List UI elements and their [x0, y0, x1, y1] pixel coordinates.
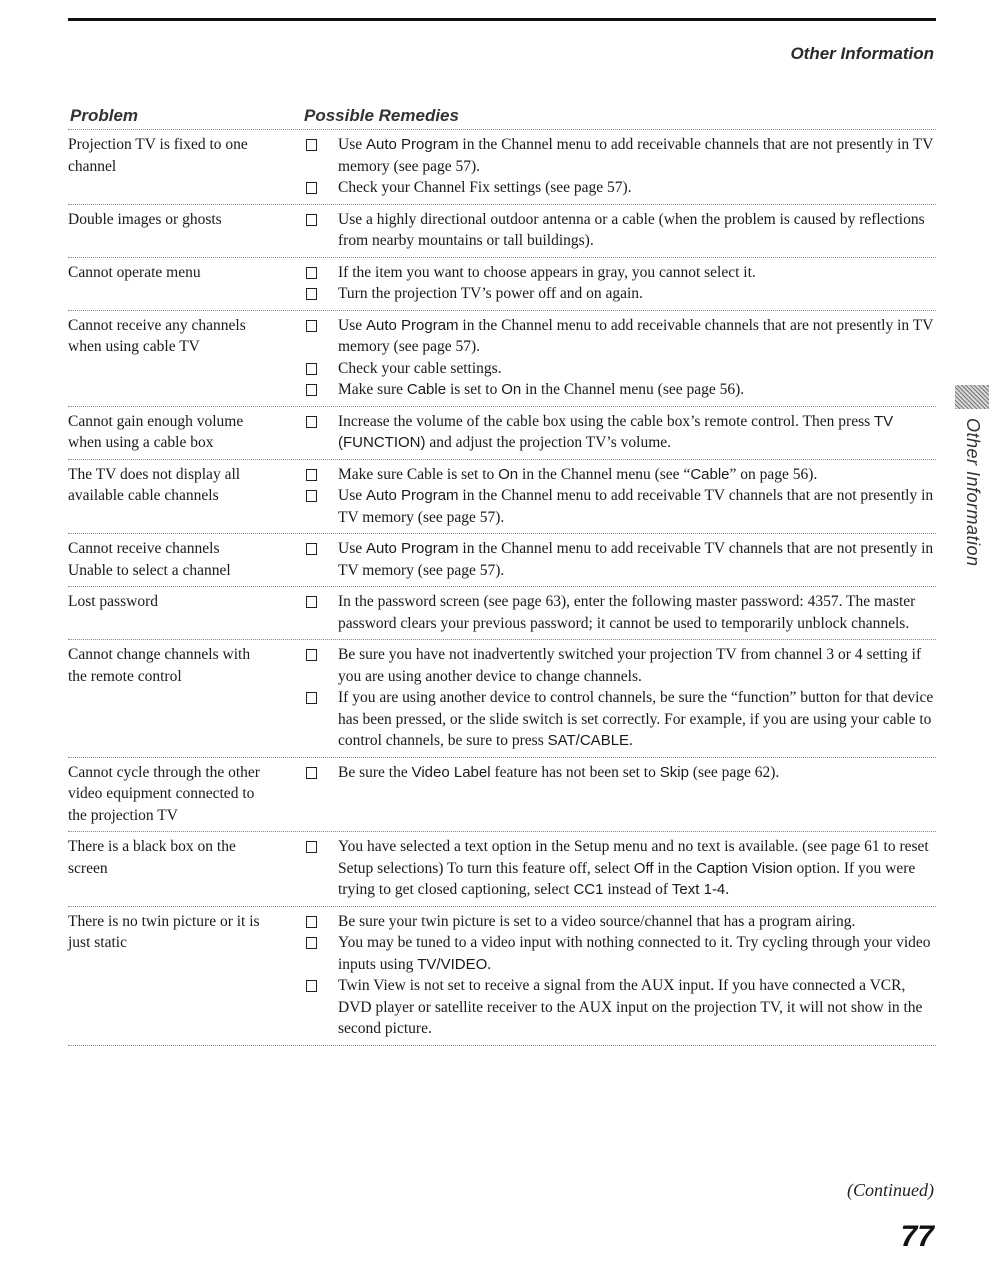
remedy-text-segment: .	[487, 955, 492, 973]
remedy-text	[338, 209, 936, 252]
remedy-text	[338, 262, 936, 284]
continued-note: (Continued)	[847, 1180, 934, 1200]
remedy-item	[304, 911, 936, 933]
remedy-item	[304, 687, 936, 752]
problem-text: The TV does not display all	[68, 465, 241, 483]
problem-text: Cannot cycle through the other	[68, 763, 260, 781]
side-tab-marker	[955, 385, 989, 409]
remedy-item	[304, 591, 936, 634]
remedies-cell	[304, 911, 936, 1040]
ui-term: TV/VIDEO	[417, 955, 488, 973]
remedies-cell	[304, 538, 936, 581]
remedy-item	[304, 262, 936, 284]
remedy-text	[338, 591, 936, 634]
remedy-text-segment: Be sure you have not inadvertently switched your projection TV from channel 3 or 4 setting if you are using another device to change channels.	[338, 646, 922, 685]
problem-cell	[68, 411, 304, 454]
remedy-text-segment: Be sure your twin picture is set to a video source/channel that has a program airing.	[338, 912, 856, 930]
remedies-cell	[304, 464, 936, 529]
remedy-item	[304, 485, 936, 528]
checkbox-bullet-icon	[304, 134, 338, 177]
remedy-text-segment: Use	[338, 487, 366, 504]
checkbox-bullet-icon	[304, 358, 338, 380]
problem-text: just static	[68, 934, 127, 951]
table-row	[68, 311, 936, 407]
ui-term: Video Label	[411, 763, 491, 781]
table-row	[68, 587, 936, 640]
problem-cell	[68, 591, 304, 634]
remedy-text-segment: in the Channel menu to add receivable channels that are not presently in TV memory (see page 57).	[338, 136, 934, 175]
remedies-cell	[304, 315, 936, 401]
remedy-text-segment: in the Channel menu to add receivable TV channels that are not presently in TV memory (see page 57).	[338, 540, 934, 579]
remedy-text	[338, 283, 936, 305]
table-header	[68, 100, 936, 130]
remedy-text-segment: and adjust the projection TV’s volume.	[425, 434, 672, 451]
remedy-text	[338, 464, 936, 486]
remedy-text-segment: Use	[338, 136, 366, 153]
problem-cell	[68, 209, 304, 252]
ui-term: Auto Program	[365, 540, 459, 557]
remedy-text-segment: You have selected a text option in the Setup menu and no text is available. (see page 61 to reset Setup selections) To turn this feature off, select	[338, 838, 929, 877]
problem-cell	[68, 836, 304, 901]
problem-cell	[68, 538, 304, 581]
top-rule	[68, 18, 936, 21]
remedy-item	[304, 932, 936, 975]
ui-term: Off	[633, 859, 654, 877]
problem-text: screen	[68, 859, 108, 877]
remedy-text	[338, 911, 936, 933]
remedy-text-segment: In the password screen (see page 63), enter the following master password: 4357. The master password clears your previous password; it cannot be used to temporarily unblock channels.	[338, 593, 916, 632]
table-row	[68, 407, 936, 460]
remedy-item	[304, 464, 936, 486]
table-row	[68, 640, 936, 758]
problem-text: Cannot change channels with	[68, 646, 251, 663]
table-row	[68, 907, 936, 1046]
remedy-text	[338, 177, 936, 199]
problem-cell	[68, 134, 304, 199]
troubleshooting-table	[68, 100, 936, 1046]
remedy-text-segment: in the	[653, 859, 697, 877]
remedies-cell	[304, 209, 936, 252]
remedy-text-segment: If the item you want to choose appears in gray, you cannot select it.	[338, 263, 756, 281]
remedy-text-segment: If you are using another device to control channels, be sure the “function” button for that device has been pressed, or the slide switch is set correctly. For example, if you are using your cable to control channels, be sure to press	[338, 689, 934, 749]
remedy-text-segment: in the Channel menu to add receivable TV channels that are not presently in TV memory (see page 57).	[338, 487, 934, 526]
remedy-text	[338, 932, 936, 975]
remedy-text-segment: Use	[338, 540, 366, 557]
remedy-text-segment: Check your cable settings.	[338, 359, 502, 377]
remedy-text-segment: ” on page 56).	[729, 465, 818, 483]
remedy-text-segment: Be sure the	[338, 763, 412, 781]
problem-text: channel	[68, 157, 117, 175]
ui-term: Skip	[659, 763, 689, 781]
checkbox-bullet-icon	[304, 177, 338, 199]
remedy-text	[338, 762, 936, 784]
table-row	[68, 832, 936, 907]
column-header-remedies: Possible Remedies	[304, 106, 459, 125]
checkbox-bullet-icon	[304, 836, 338, 901]
remedy-text-segment: in the Channel menu to add receivable channels that are not presently in TV memory (see page 57).	[338, 316, 934, 355]
table-body	[68, 130, 936, 1046]
remedy-text	[338, 134, 936, 177]
problem-cell	[68, 762, 304, 827]
remedy-text-segment: option. If you were trying to get closed captioning, select	[338, 859, 916, 898]
checkbox-bullet-icon	[304, 538, 338, 581]
ui-term: On	[501, 381, 522, 398]
ui-term: On	[498, 465, 519, 483]
remedies-cell	[304, 644, 936, 752]
problem-cell	[68, 315, 304, 401]
checkbox-bullet-icon	[304, 464, 338, 486]
problem-text: There is a black box on the	[68, 838, 236, 855]
problem-cell	[68, 911, 304, 1040]
checkbox-bullet-icon	[304, 379, 338, 401]
ui-term: Cable	[406, 381, 447, 398]
table-row	[68, 758, 936, 833]
remedy-text-segment: instead of	[603, 881, 672, 898]
table-row	[68, 258, 936, 311]
remedy-text	[338, 315, 936, 358]
remedy-text-segment: is set to	[446, 381, 502, 398]
problem-text: There is no twin picture or it is	[68, 912, 260, 930]
remedies-cell	[304, 134, 936, 199]
checkbox-bullet-icon	[304, 911, 338, 933]
problem-text: when using a cable box	[68, 434, 214, 451]
table-row	[68, 460, 936, 535]
problem-text: Cannot operate menu	[68, 263, 201, 281]
problem-text: when using cable TV	[68, 338, 200, 355]
table-row	[68, 205, 936, 258]
remedy-text	[338, 411, 936, 454]
remedy-item	[304, 538, 936, 581]
remedy-item	[304, 975, 936, 1040]
remedy-item	[304, 209, 936, 252]
table-row	[68, 534, 936, 587]
checkbox-bullet-icon	[304, 209, 338, 252]
problem-text: Cannot receive any channels	[68, 316, 246, 334]
remedy-text	[338, 538, 936, 581]
checkbox-bullet-icon	[304, 283, 338, 305]
remedy-text-segment: Turn the projection TV’s power off and on again.	[338, 285, 643, 302]
remedy-text-segment: Increase the volume of the cable box using the cable box’s remote control. Then press	[338, 412, 875, 430]
remedy-item	[304, 177, 936, 199]
remedy-item	[304, 358, 936, 380]
checkbox-bullet-icon	[304, 591, 338, 634]
remedy-item	[304, 836, 936, 901]
problem-text: Cannot receive channels	[68, 540, 220, 557]
problem-text: video equipment connected to	[68, 785, 255, 802]
ui-term: Auto Program	[365, 136, 459, 153]
remedy-item	[304, 644, 936, 687]
checkbox-bullet-icon	[304, 644, 338, 687]
problem-text: Cannot gain enough volume	[68, 412, 244, 430]
ui-term: Caption Vision	[696, 859, 793, 877]
remedy-item	[304, 134, 936, 177]
ui-term: SAT/CABLE	[547, 732, 630, 749]
remedies-cell	[304, 591, 936, 634]
checkbox-bullet-icon	[304, 485, 338, 528]
remedy-item	[304, 762, 936, 784]
remedies-cell	[304, 836, 936, 901]
checkbox-bullet-icon	[304, 262, 338, 284]
remedy-text	[338, 644, 936, 687]
problem-cell	[68, 644, 304, 752]
remedy-text-segment: (see page 62).	[688, 763, 780, 781]
remedies-cell	[304, 262, 936, 305]
checkbox-bullet-icon	[304, 932, 338, 975]
remedy-text-segment: Twin View is not set to receive a signal from the AUX input. If you have connected a VCR, DVD player or satellite receiver to the AUX input on the projection TV, it will not show in the second picture.	[338, 977, 923, 1037]
problem-text: the projection TV	[68, 806, 178, 824]
remedy-text	[338, 485, 936, 528]
remedy-text-segment: in the Channel menu (see page 56).	[521, 381, 745, 398]
checkbox-bullet-icon	[304, 687, 338, 752]
remedy-text-segment: Check your Channel Fix settings (see page 57).	[338, 179, 632, 196]
remedy-text-segment: .	[629, 732, 633, 749]
remedy-text-segment: You may be tuned to a video input with nothing connected to it. Try cycling through your video inputs using	[338, 934, 931, 973]
remedies-cell	[304, 411, 936, 454]
ui-term: Cable	[690, 465, 730, 483]
remedies-cell	[304, 762, 936, 827]
remedy-text	[338, 358, 936, 380]
column-header-problem: Problem	[70, 106, 139, 125]
remedy-text-segment: Make sure Cable is set to	[338, 465, 499, 483]
ui-term: CC1	[573, 881, 604, 898]
problem-text: the remote control	[68, 667, 182, 685]
problem-cell	[68, 262, 304, 305]
problem-text: Unable to select a channel	[68, 561, 231, 579]
remedy-item	[304, 283, 936, 305]
checkbox-bullet-icon	[304, 975, 338, 1040]
ui-term: Auto Program	[365, 316, 459, 334]
side-tab-label: Other Information	[963, 418, 983, 567]
checkbox-bullet-icon	[304, 315, 338, 358]
problem-cell	[68, 464, 304, 529]
remedy-text	[338, 687, 936, 752]
remedy-text-segment: .	[725, 881, 730, 898]
page-number: 77	[900, 1220, 934, 1253]
remedy-text-segment: Use	[338, 316, 366, 334]
remedy-text-segment: Use a highly directional outdoor antenna or a cable (when the problem is caused by reflections from nearby mountains or tall buildings).	[338, 210, 925, 249]
remedy-text-segment: feature has not been set to	[490, 763, 660, 781]
section-header: Other Information	[790, 44, 934, 63]
remedy-text	[338, 836, 936, 901]
remedy-text	[338, 975, 936, 1040]
problem-text: Projection TV is fixed to one	[68, 136, 248, 153]
remedy-text-segment: in the Channel menu (see “	[518, 465, 691, 483]
checkbox-bullet-icon	[304, 411, 338, 454]
checkbox-bullet-icon	[304, 762, 338, 784]
problem-text: Lost password	[68, 593, 158, 610]
problem-text: available cable channels	[68, 487, 219, 504]
remedy-item	[304, 315, 936, 358]
remedy-item	[304, 379, 936, 401]
remedy-text-segment: Make sure	[338, 381, 407, 398]
remedy-item	[304, 411, 936, 454]
ui-term: Text 1-4	[671, 881, 726, 898]
problem-text: Double images or ghosts	[68, 210, 222, 228]
ui-term: Auto Program	[365, 487, 459, 504]
remedy-text	[338, 379, 936, 401]
ui-term: TV (FUNCTION)	[338, 412, 894, 451]
table-row	[68, 130, 936, 205]
